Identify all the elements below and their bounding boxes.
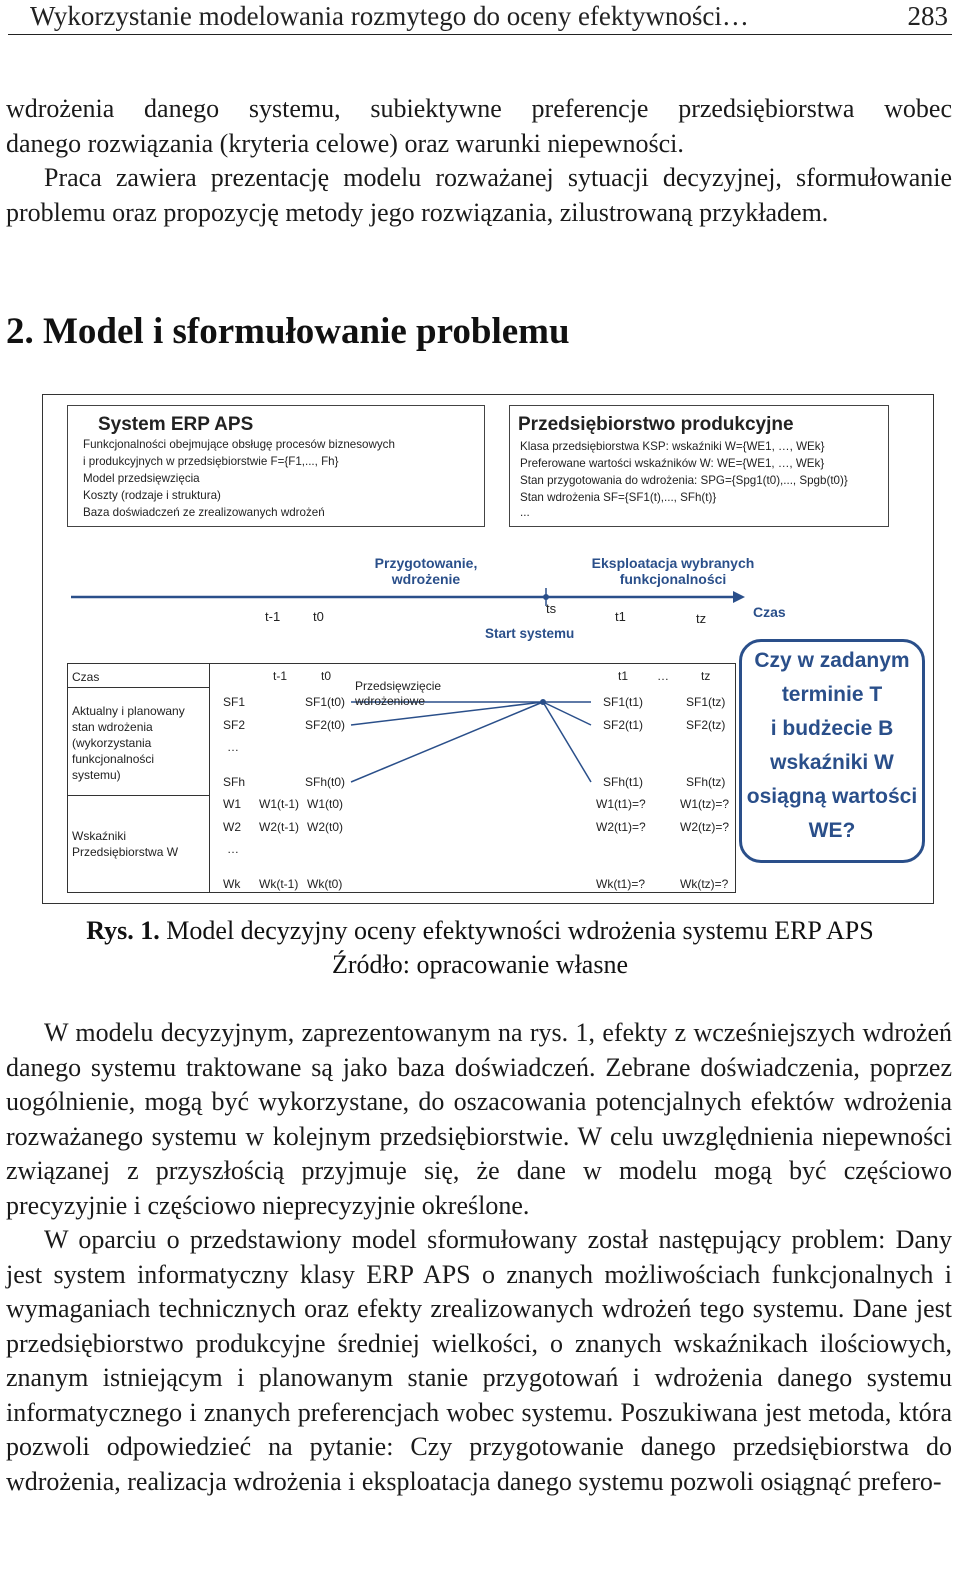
phase-exploitation-line: funkcjonalności — [619, 571, 727, 587]
question-line: WE? — [808, 819, 856, 842]
row-t1: SF2(t1) — [603, 718, 644, 732]
timeline-start-label: Start systemu — [485, 626, 575, 641]
row-t0: Wk(t0) — [307, 877, 343, 891]
state-label-line: funkcjonalności — [72, 752, 155, 766]
row-name: W1 — [223, 797, 241, 811]
timeline-czas: Czas — [753, 604, 786, 620]
project-node — [540, 699, 546, 705]
company-line: Stan wdrożenia SF={SF1(t),..., SFh(t)} — [520, 491, 717, 504]
intro-line-2: danego rozwiązania (kryteria celowe) oraz warunki niepewności. — [6, 128, 684, 158]
intro-line-1: wdrożenia danego systemu, subiektywne preferencje przedsiębiorstwa wobec — [6, 94, 952, 123]
col-header-t1: t1 — [618, 669, 629, 683]
company-box-title: Przedsiębiorstwo produkcyjne — [518, 414, 794, 435]
row-t1: SFh(t1) — [603, 775, 644, 789]
erp-line: Baza doświadczeń ze zrealizowanych wdrożeń — [83, 506, 325, 519]
col-header-dots: … — [657, 669, 669, 683]
table-top-border — [67, 663, 735, 664]
section-heading — [6, 308, 570, 356]
question-line: Czy w zadanym — [754, 649, 910, 672]
erp-line: Model przedsięwzięcia — [83, 472, 200, 485]
table-right-border — [735, 663, 736, 893]
row-tz: SF2(tz) — [686, 718, 726, 732]
table-left-border — [67, 663, 68, 893]
question-line: terminie T — [781, 683, 883, 706]
company-line: Klasa przedsiębiorstwa KSP: wskaźniki W={WE1, …, WEk} — [520, 440, 825, 453]
state-label-line: (wykorzystania — [72, 736, 152, 750]
row-tz: W2(tz)=? — [680, 820, 730, 834]
figure-decision-model — [42, 394, 934, 904]
indicators-label-line: Przedsiębiorstwa W — [72, 845, 179, 859]
row-tm1: W2(t-1) — [259, 820, 299, 834]
row-tm1: W1(t-1) — [259, 797, 299, 811]
running-head-title: Wykorzystanie modelowania rozmytego do oceny efektywności… — [30, 1, 749, 31]
timeline-start-dot — [543, 594, 549, 600]
phase-preparation-line: Przygotowanie, — [374, 555, 478, 571]
question-box — [739, 639, 925, 863]
row-t1: SF1(t1) — [603, 695, 644, 709]
state-label-line: Aktualny i planowany — [72, 704, 185, 718]
col-header-tm1: t-1 — [273, 669, 288, 683]
company-line: Preferowane wartości wskaźników W: WE={WE1, …, WEk} — [520, 457, 825, 470]
erp-line: Funkcjonalności obejmujące obsługę procesów biznesowych — [83, 438, 395, 451]
question-line: i budżecie B — [770, 717, 894, 740]
indicators-label-line: Wskaźniki — [72, 829, 127, 843]
row-name: W2 — [223, 820, 241, 834]
col-header-tz: tz — [701, 669, 711, 683]
timeline-t-minus1: t-1 — [265, 609, 281, 624]
page-number: 283 — [907, 1, 948, 31]
phase-exploitation-line: Eksploatacja wybranych — [591, 555, 755, 571]
timeline-arrowhead — [733, 591, 745, 603]
company-line: ... — [520, 506, 530, 519]
running-head — [8, 0, 952, 35]
figure-caption — [0, 914, 960, 948]
row-name: SF1 — [223, 695, 246, 709]
erp-box-title: System ERP APS — [98, 414, 254, 435]
row-name: Wk — [223, 877, 241, 891]
row-t0: SF2(t0) — [305, 718, 346, 732]
table-label-divider — [209, 663, 210, 893]
question-line: osiągną wartości — [746, 785, 918, 808]
erp-line: i produkcyjnych w przedsiębiorstwie F={F1,..., Fh} — [83, 455, 339, 468]
intro-text — [6, 92, 952, 230]
section-number: 2. — [6, 311, 34, 352]
table-czas-label: Czas — [72, 670, 100, 684]
caption-label: Rys. 1. — [86, 916, 160, 945]
timeline-ts: ts — [546, 601, 557, 616]
row-t1: Wk(t1)=? — [596, 877, 646, 891]
row-t0: SF1(t0) — [305, 695, 346, 709]
erp-line: Koszty (rodzaje i struktura) — [83, 489, 221, 502]
row-tm1: Wk(t-1) — [259, 877, 299, 891]
intro-paragraph-2: Praca zawiera prezentację modelu rozważanej sytuacji decyzyjnej, sformułowanie problemu oraz propozycję metody jego rozwiązania, zilustrowaną przykładem. — [6, 163, 952, 227]
row-t0: W1(t0) — [307, 797, 343, 811]
timeline-tz: tz — [696, 611, 707, 626]
row-tz: Wk(tz)=? — [680, 877, 729, 891]
row-tz: SF1(tz) — [686, 695, 726, 709]
row-t1: W2(t1)=? — [596, 820, 646, 834]
body-text — [6, 1016, 952, 1499]
question-line: wskaźniki W — [770, 751, 894, 774]
row-name: … — [227, 740, 239, 754]
row-name: SFh — [223, 775, 246, 789]
body-paragraph-1: W modelu decyzyjnym, zaprezentowanym na rys. 1, efekty z wcześniejszych wdrożeń danego systemu traktowane są jako baza doświadczeń. Zebrane doświadczenia, poprzez uogólnienie, mogą być wykorzystane, do oszacowania potencjalnych efektów wdrożenia rozważanego systemu w kolejnym przedsiębiorstwie. W celu uwzględnienia niepewności związanej z przyszłością przyjmuje się, że dane w modelu mogą być częściowo precyzyjnie i częściowo nieprecyzyjnie określone. — [6, 1018, 952, 1220]
body-paragraph-2: W oparciu o przedstawiony model sformułowany został następujący problem: Dany jest system informatyczny klasy ERP APS o znanych możliwościach funkcjonalnych i wymaganiach technicznych oraz efekty zrealizowanych wdrożeń tego systemu. Dane jest przedsiębiorstwo produkcyjne średniej wielkości, o znanych wskaźnikach ilościowych, znanym istniejącym i planowanym stanie przygotowań i wdrożenia danego systemu informatycznego i znanych preferencjach wobec systemu. Poszukiwana jest metoda, która pozwoli odpowiedzieć na pytanie: Czy przygotowanie danego przedsiębiorstwa do wdrożenia, realizacja wdrożenia i eksploatacja danego systemu pozwoli osiągnąć prefero- — [6, 1225, 952, 1496]
row-name: … — [227, 842, 239, 856]
section-title: Model i sformułowanie problemu — [43, 311, 570, 352]
row-tz: W1(tz)=? — [680, 797, 730, 811]
row-t0: SFh(t0) — [305, 775, 346, 789]
table-bottom-border — [67, 892, 735, 893]
figure-source: Źródło: opracowanie własne — [331, 950, 628, 979]
col-header-t0: t0 — [321, 669, 332, 683]
state-label-line: systemu) — [72, 768, 121, 782]
project-label-line: wdrożeniowe — [355, 694, 426, 708]
caption-text: Model decyzyjny oceny efektywności wdrożenia systemu ERP APS — [159, 916, 874, 945]
project-label-line: Przedsięwzięcie — [355, 679, 442, 693]
company-line: Stan przygotowania do wdrożenia: SPG={Spg1(t0),..., Spgb(t0)} — [520, 474, 848, 487]
row-tz: SFh(tz) — [686, 775, 726, 789]
row-name: SF2 — [223, 718, 246, 732]
table-section-divider — [67, 795, 210, 796]
table-czas-divider — [67, 687, 210, 688]
timeline-t0: t0 — [313, 609, 324, 624]
row-t0: W2(t0) — [307, 820, 343, 834]
timeline-t1: t1 — [615, 609, 626, 624]
row-t1: W1(t1)=? — [596, 797, 646, 811]
state-label-line: stan wdrożenia — [72, 720, 153, 734]
phase-preparation-line: wdrożenie — [391, 571, 461, 587]
